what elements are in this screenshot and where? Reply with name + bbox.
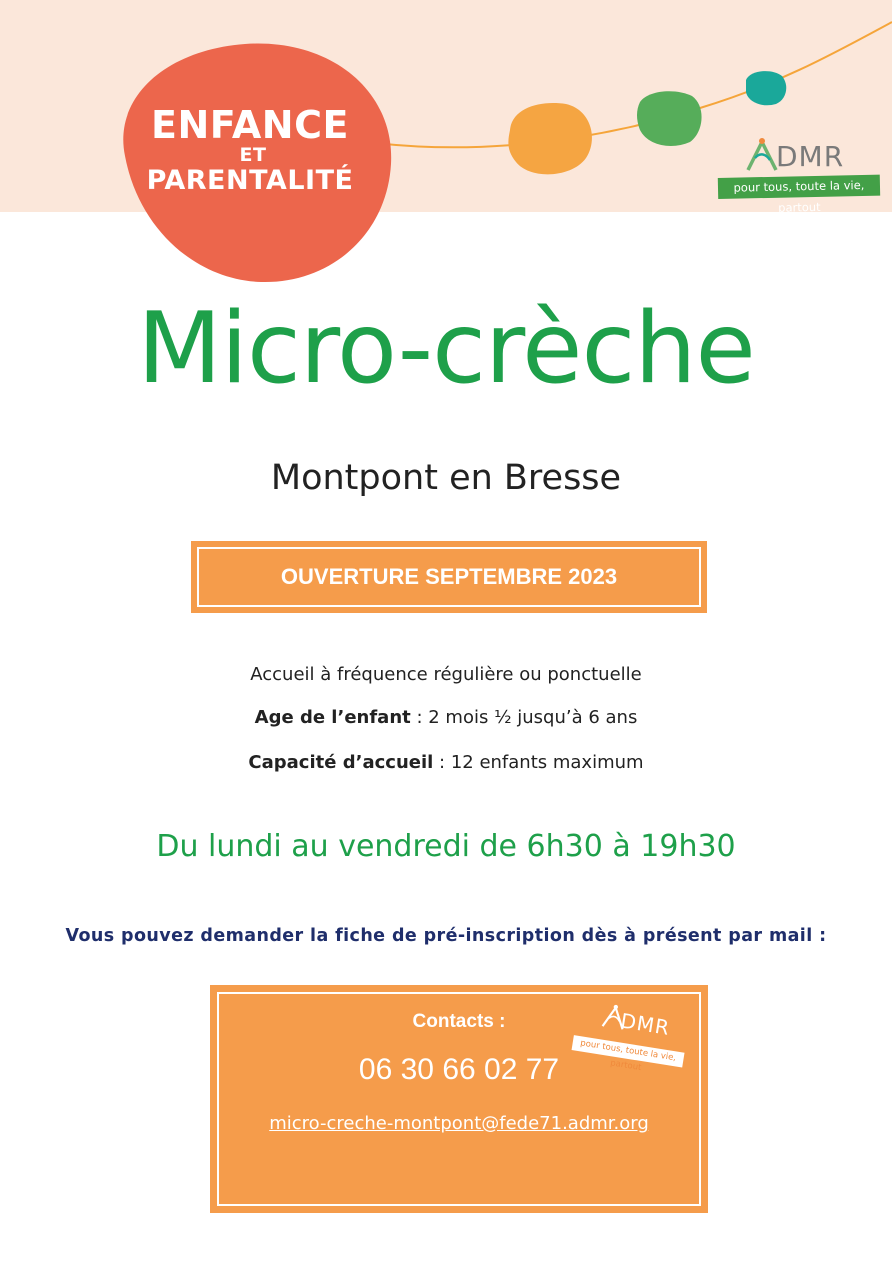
admr-wordmark: DMR — [776, 140, 845, 173]
badge-line-3: PARENTALITÉ — [146, 165, 354, 196]
opening-banner — [191, 541, 707, 613]
opening-banner-text: OUVERTURE SEPTEMBRE 2023 — [197, 547, 701, 607]
badge-line-2: ET — [239, 144, 267, 166]
reception-type-line: Accueil à fréquence régulière ou ponctuelle — [250, 664, 642, 685]
contacts-label: Contacts : — [412, 1011, 506, 1032]
age-label: Age de l’enfant — [254, 707, 411, 728]
admr-tagline-small: pour tous, toute la vie, partout — [572, 1035, 685, 1067]
admr-tagline: pour tous, toute la vie, partout — [718, 175, 880, 199]
page-title: Micro-crèche — [137, 292, 755, 406]
green-bead — [637, 91, 702, 146]
category-badge — [105, 103, 395, 196]
orange-bead — [508, 103, 592, 174]
admr-a-icon — [744, 136, 780, 172]
capacity-line — [0, 752, 892, 773]
teal-bead — [746, 71, 786, 105]
admr-logo — [718, 128, 882, 215]
contact-email-link[interactable]: micro-creche-montpont@fede71.admr.org — [269, 1113, 649, 1134]
location-subtitle: Montpont en Bresse — [270, 458, 622, 498]
capacity-label: Capacité d’accueil — [248, 752, 434, 773]
badge-line-1: ENFANCE — [151, 103, 349, 147]
opening-hours: Du lundi au vendredi de 6h30 à 19h30 — [156, 829, 736, 864]
age-line — [0, 707, 892, 728]
pre-registration-request: Vous pouvez demander la fiche de pré-inscription dès à présent par mail : — [65, 926, 827, 946]
admr-wordmark-small: DMR — [618, 1008, 672, 1040]
age-value: : 2 mois ½ jusqu’à 6 ans — [410, 707, 638, 728]
contact-phone[interactable]: 06 30 66 02 77 — [358, 1053, 560, 1086]
capacity-value: : 12 enfants maximum — [433, 752, 644, 773]
